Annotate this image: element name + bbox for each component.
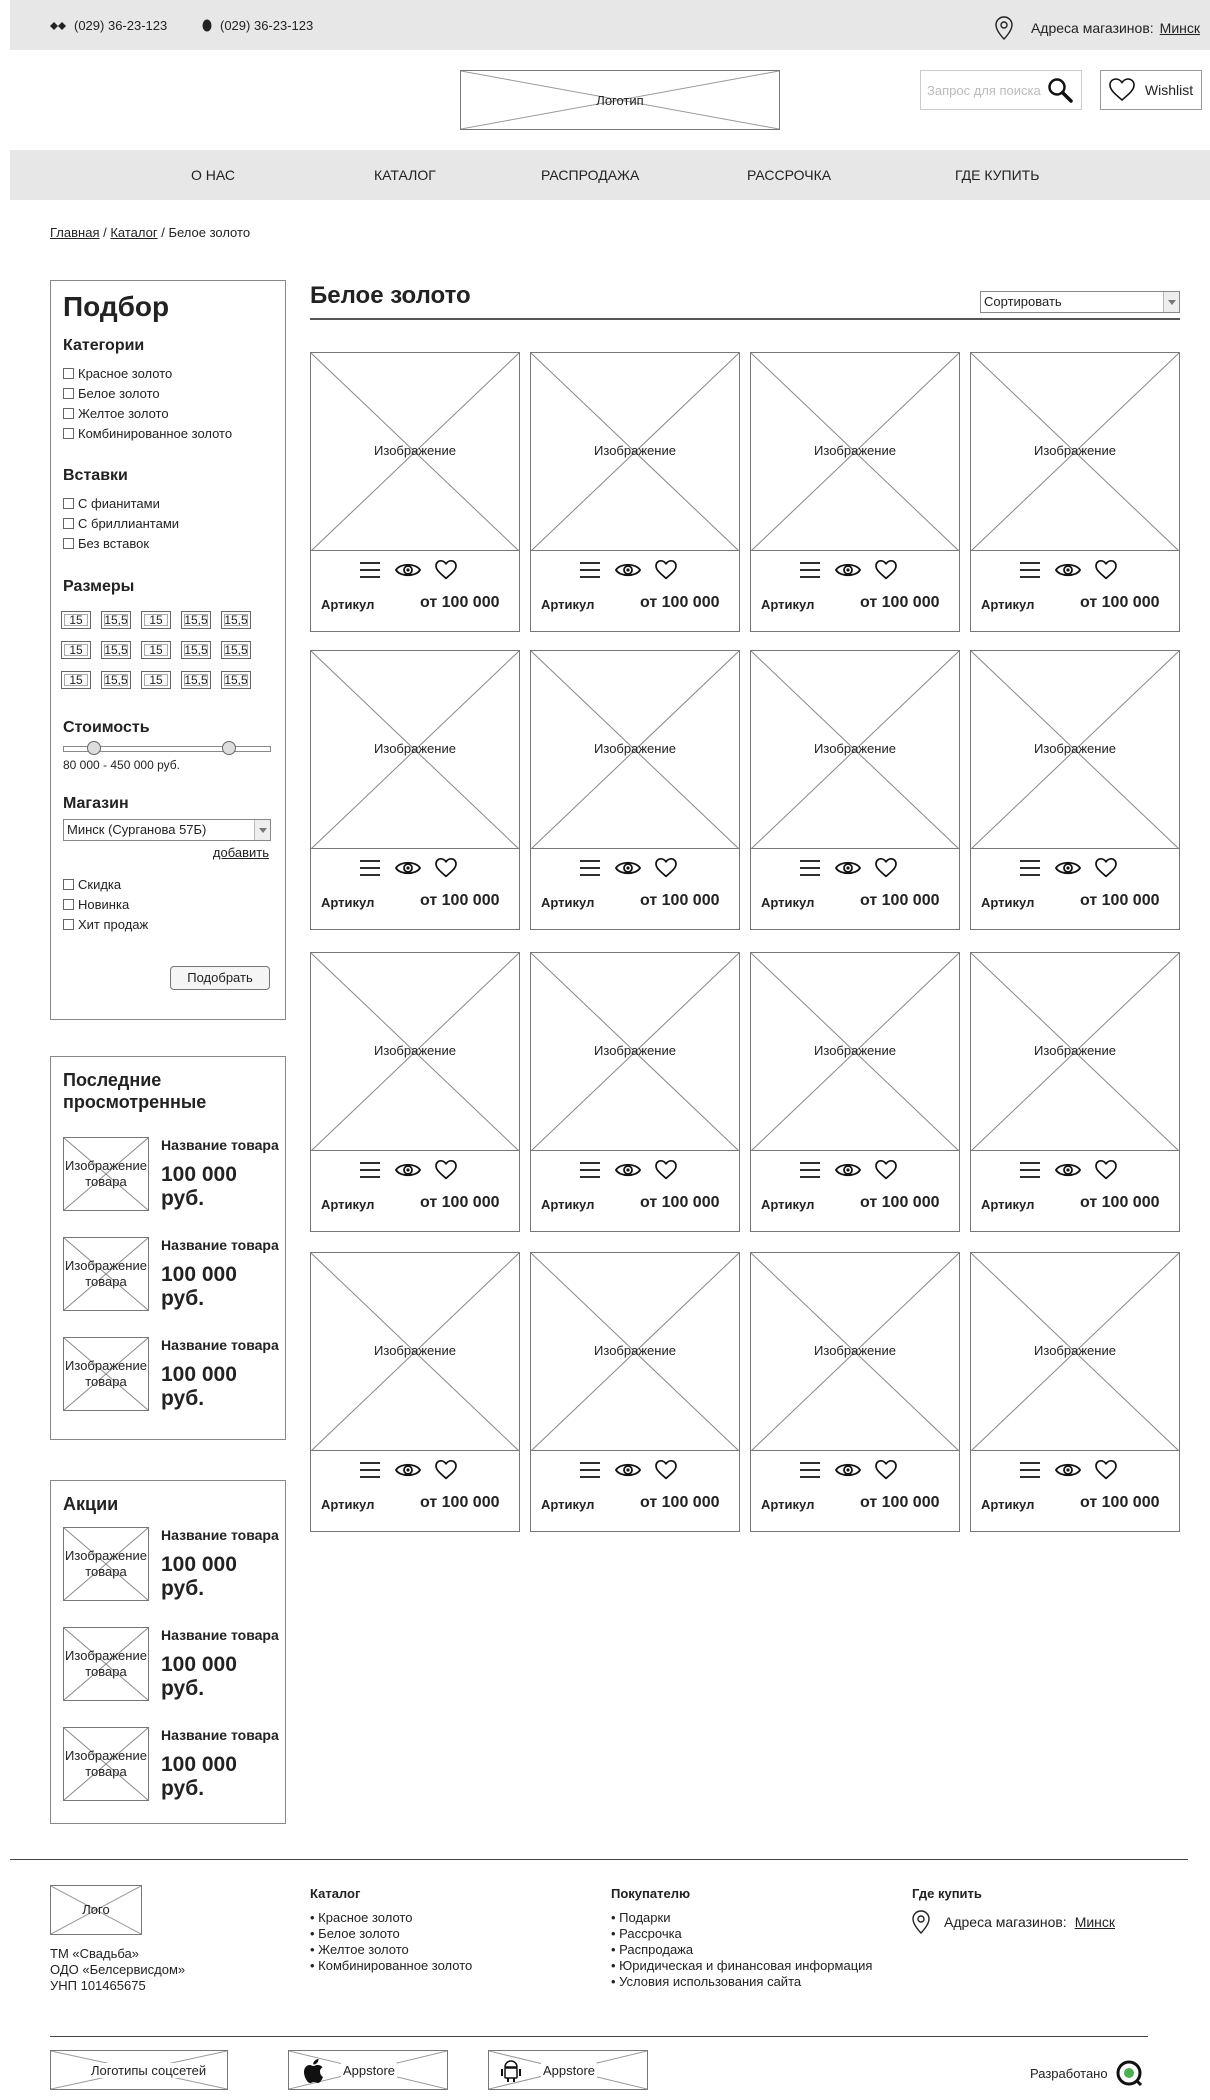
add-to-wishlist-heart-icon[interactable] xyxy=(1095,858,1117,878)
inserts-heading: Вставки xyxy=(63,467,128,484)
nav-item-installments[interactable]: РАССРОЧКА xyxy=(747,167,832,183)
product-actions xyxy=(359,560,457,580)
footer-buyer-list xyxy=(611,1910,872,1990)
product-card[interactable] xyxy=(310,352,520,632)
promos-panel xyxy=(50,1480,286,1824)
product-price: от 100 000 xyxy=(420,594,500,611)
product-actions xyxy=(359,1160,457,1180)
size-option[interactable]: 15,5 xyxy=(101,641,131,659)
price-min-handle[interactable] xyxy=(87,741,101,755)
size-option[interactable]: 15,5 xyxy=(221,641,251,659)
product-card[interactable] xyxy=(530,952,740,1232)
phone-velcom[interactable]: (029) 36-23-123 xyxy=(50,18,167,33)
product-price: от 100 000 xyxy=(1080,892,1160,909)
product-actions xyxy=(1019,1460,1117,1480)
size-option[interactable]: 15,5 xyxy=(101,671,131,689)
add-to-wishlist-heart-icon[interactable] xyxy=(435,1160,457,1180)
chevron-down-icon xyxy=(1163,292,1179,312)
add-to-wishlist-heart-icon[interactable] xyxy=(655,1460,677,1480)
product-card[interactable] xyxy=(970,352,1180,632)
product-card[interactable] xyxy=(530,352,740,632)
quick-view-eye-icon[interactable] xyxy=(395,859,421,877)
recently-viewed-panel xyxy=(50,1056,286,1440)
product-image[interactable]: Изображение xyxy=(971,651,1179,849)
quick-view-eye-icon[interactable] xyxy=(835,859,861,877)
product-image[interactable]: Изображение xyxy=(311,1253,519,1451)
product-card[interactable] xyxy=(970,1252,1180,1532)
quick-view-eye-icon[interactable] xyxy=(835,561,861,579)
add-to-wishlist-heart-icon[interactable] xyxy=(875,858,897,878)
product-price: 100 000 руб. xyxy=(161,1753,237,1800)
product-actions xyxy=(799,1160,897,1180)
footer-addresses: Адреса магазинов: Минск xyxy=(912,1910,1115,1934)
chevron-down-icon xyxy=(254,820,270,840)
size-option[interactable]: 15,5 xyxy=(181,641,211,659)
location-pin-icon xyxy=(912,1910,930,1934)
details-menu-icon[interactable] xyxy=(579,1161,601,1179)
quick-view-eye-icon[interactable] xyxy=(835,1461,861,1479)
add-to-wishlist-heart-icon[interactable] xyxy=(655,1160,677,1180)
footer-link[interactable]: • Белое золото xyxy=(310,1926,472,1942)
breadcrumb: Главная / Каталог / Белое золото xyxy=(50,225,251,240)
size-option[interactable]: 15 xyxy=(141,671,171,689)
product-thumbnail[interactable]: Изображение товара xyxy=(63,1727,149,1801)
price-heading: Стоимость xyxy=(63,719,150,736)
product-price: 100 000 руб. xyxy=(161,1553,237,1600)
footer-catalog-list xyxy=(310,1910,472,1974)
price-max-handle[interactable] xyxy=(222,741,236,755)
footer-link[interactable]: • Рассрочка xyxy=(611,1926,872,1942)
product-card[interactable] xyxy=(310,952,520,1232)
product-actions xyxy=(799,560,897,580)
product-card[interactable] xyxy=(310,1252,520,1532)
size-option[interactable]: 15 xyxy=(61,611,91,629)
quick-view-eye-icon[interactable] xyxy=(615,1461,641,1479)
product-article: Артикул xyxy=(541,597,595,612)
product-price: от 100 000 xyxy=(860,1194,940,1211)
size-option[interactable]: 15 xyxy=(141,641,171,659)
size-option[interactable]: 15 xyxy=(141,611,171,629)
product-price: от 100 000 xyxy=(420,892,500,909)
product-article: Артикул xyxy=(541,1197,595,1212)
flag-checkbox-hit[interactable]: Хит продаж xyxy=(63,917,148,932)
product-price: от 100 000 xyxy=(640,892,720,909)
product-actions xyxy=(1019,560,1117,580)
size-option[interactable]: 15,5 xyxy=(221,611,251,629)
add-to-wishlist-heart-icon[interactable] xyxy=(1095,560,1117,580)
product-name-link[interactable]: Название товара xyxy=(161,1237,279,1253)
product-thumbnail[interactable]: Изображение товара xyxy=(63,1137,149,1211)
nav-item-about[interactable]: О НАС xyxy=(191,167,236,183)
product-card[interactable] xyxy=(750,650,960,930)
product-article: Артикул xyxy=(761,597,815,612)
product-actions xyxy=(579,1460,677,1480)
title-divider xyxy=(310,318,1180,320)
product-actions xyxy=(799,1460,897,1480)
product-card[interactable] xyxy=(530,1252,740,1532)
add-to-wishlist-heart-icon[interactable] xyxy=(655,560,677,580)
flag-checkbox-sale[interactable]: Скидка xyxy=(63,877,121,892)
quick-view-eye-icon[interactable] xyxy=(1055,561,1081,579)
details-menu-icon[interactable] xyxy=(799,859,821,877)
product-price: от 100 000 xyxy=(860,1494,940,1511)
recently-viewed-title: Последние просмотренные xyxy=(63,1070,207,1112)
product-article: Артикул xyxy=(541,895,595,910)
location-pin-icon xyxy=(995,16,1013,40)
shop-addresses: Адреса магазинов: Минск xyxy=(995,16,1200,40)
product-image[interactable]: Изображение xyxy=(971,953,1179,1151)
size-option[interactable]: 15,5 xyxy=(221,671,251,689)
product-article: Артикул xyxy=(321,597,375,612)
product-price: от 100 000 xyxy=(860,594,940,611)
details-menu-icon[interactable] xyxy=(579,1461,601,1479)
product-image[interactable]: Изображение xyxy=(751,953,959,1151)
insert-checkbox[interactable]: С фианитами xyxy=(63,496,160,511)
product-actions xyxy=(579,858,677,878)
product-card[interactable] xyxy=(970,650,1180,930)
quick-view-eye-icon[interactable] xyxy=(395,1161,421,1179)
insert-checkbox[interactable]: С бриллиантами xyxy=(63,516,179,531)
android-store-button[interactable]: Appstore xyxy=(488,2050,648,2090)
product-price: от 100 000 xyxy=(640,1194,720,1211)
product-article: Артикул xyxy=(981,1197,1035,1212)
footer-city-link[interactable]: Минск xyxy=(1074,1914,1116,1930)
product-image[interactable]: Изображение xyxy=(751,651,959,849)
details-menu-icon[interactable] xyxy=(1019,561,1041,579)
add-to-wishlist-heart-icon[interactable] xyxy=(435,858,457,878)
shop-select[interactable]: Минск (Сурганова 57Б) xyxy=(63,819,271,841)
developer-logo-icon xyxy=(1116,2060,1142,2086)
product-card[interactable] xyxy=(970,952,1180,1232)
insert-checkbox[interactable]: Без вставок xyxy=(63,536,149,551)
product-card[interactable] xyxy=(750,352,960,632)
product-article: Артикул xyxy=(321,895,375,910)
product-thumbnail[interactable]: Изображение товара xyxy=(63,1337,149,1411)
product-image[interactable]: Изображение xyxy=(751,1253,959,1451)
footer-where-title: Где купить xyxy=(912,1886,982,1901)
search-input[interactable] xyxy=(927,79,1045,101)
heart-icon xyxy=(1109,78,1135,102)
wishlist-button[interactable]: Wishlist xyxy=(1100,70,1202,110)
product-card[interactable] xyxy=(750,952,960,1232)
add-to-wishlist-heart-icon[interactable] xyxy=(1095,1160,1117,1180)
categories-heading: Категории xyxy=(63,337,145,354)
nav-item-catalog[interactable]: КАТАЛОГ xyxy=(374,167,436,183)
product-article: Артикул xyxy=(321,1497,375,1512)
footer-link[interactable]: • Условия использования сайта xyxy=(611,1974,872,1990)
product-price: 100 000 руб. xyxy=(161,1263,237,1310)
product-name-link[interactable]: Название товара xyxy=(161,1337,279,1353)
product-article: Артикул xyxy=(761,895,815,910)
quick-view-eye-icon[interactable] xyxy=(395,1461,421,1479)
product-actions xyxy=(359,1460,457,1480)
city-link[interactable]: Минск xyxy=(1159,20,1200,36)
product-price: 100 000 руб. xyxy=(161,1653,237,1700)
product-name-link[interactable]: Название товара xyxy=(161,1627,279,1643)
footer-link[interactable]: • Комбинированное золото xyxy=(310,1958,472,1974)
add-to-wishlist-heart-icon[interactable] xyxy=(655,858,677,878)
product-name-link[interactable]: Название товара xyxy=(161,1137,279,1153)
product-image[interactable]: Изображение xyxy=(311,651,519,849)
product-image[interactable]: Изображение xyxy=(971,353,1179,551)
product-price: от 100 000 xyxy=(1080,1494,1160,1511)
details-menu-icon[interactable] xyxy=(799,1161,821,1179)
details-menu-icon[interactable] xyxy=(359,1461,381,1479)
sort-select[interactable]: Сортировать xyxy=(980,291,1180,313)
size-option[interactable]: 15,5 xyxy=(101,611,131,629)
details-menu-icon[interactable] xyxy=(1019,1461,1041,1479)
details-menu-icon[interactable] xyxy=(579,561,601,579)
product-image[interactable]: Изображение xyxy=(531,1253,739,1451)
details-menu-icon[interactable] xyxy=(579,859,601,877)
product-thumbnail[interactable]: Изображение товара xyxy=(63,1237,149,1311)
product-image[interactable]: Изображение xyxy=(311,953,519,1151)
quick-view-eye-icon[interactable] xyxy=(615,859,641,877)
add-to-wishlist-heart-icon[interactable] xyxy=(1095,1460,1117,1480)
appstore-button[interactable]: Appstore xyxy=(288,2050,448,2090)
product-card[interactable] xyxy=(530,650,740,930)
top-bar xyxy=(10,0,1210,50)
size-option[interactable]: 15 xyxy=(61,671,91,689)
product-name-link[interactable]: Название товара xyxy=(161,1727,279,1743)
add-to-wishlist-heart-icon[interactable] xyxy=(875,1460,897,1480)
size-option[interactable]: 15,5 xyxy=(181,611,211,629)
site-logo[interactable]: Логотип xyxy=(460,70,780,130)
footer-link[interactable]: • Юридическая и финансовая информация xyxy=(611,1958,872,1974)
breadcrumb-home[interactable]: Главная xyxy=(50,225,100,240)
details-menu-icon[interactable] xyxy=(359,859,381,877)
developed-by[interactable]: Разработано xyxy=(1030,2060,1142,2086)
footer-link[interactable]: • Подарки xyxy=(611,1910,872,1926)
social-logos[interactable]: Логотипы соцсетей xyxy=(50,2050,228,2090)
product-price: от 100 000 xyxy=(1080,594,1160,611)
apple-icon xyxy=(303,2058,325,2084)
shop-heading: Магазин xyxy=(63,795,129,812)
filter-title: Подбор xyxy=(63,291,170,322)
size-option[interactable]: 15,5 xyxy=(181,671,211,689)
filter-panel xyxy=(50,280,286,1020)
search-box xyxy=(920,70,1082,110)
product-image[interactable]: Изображение xyxy=(751,353,959,551)
add-to-wishlist-heart-icon[interactable] xyxy=(875,1160,897,1180)
footer-logo[interactable]: Лого xyxy=(50,1885,142,1935)
footer-link[interactable]: • Распродажа xyxy=(611,1942,872,1958)
product-article: Артикул xyxy=(321,1197,375,1212)
product-actions xyxy=(579,1160,677,1180)
product-actions xyxy=(579,560,677,580)
page-title: Белое золото xyxy=(310,282,471,309)
product-article: Артикул xyxy=(981,895,1035,910)
quick-view-eye-icon[interactable] xyxy=(1055,859,1081,877)
android-icon xyxy=(499,2058,523,2084)
quick-view-eye-icon[interactable] xyxy=(835,1161,861,1179)
apply-filter-button[interactable]: Подобрать xyxy=(170,966,270,990)
product-article: Артикул xyxy=(981,1497,1035,1512)
product-image[interactable]: Изображение xyxy=(971,1253,1179,1451)
add-to-wishlist-heart-icon[interactable] xyxy=(435,560,457,580)
product-image[interactable]: Изображение xyxy=(531,651,739,849)
product-price: от 100 000 xyxy=(640,1494,720,1511)
product-price: от 100 000 xyxy=(640,594,720,611)
category-checkbox[interactable]: Красное золото xyxy=(63,366,172,381)
details-menu-icon[interactable] xyxy=(1019,859,1041,877)
category-checkbox[interactable]: Желтое золото xyxy=(63,406,169,421)
footer-link[interactable]: • Желтое золото xyxy=(310,1942,472,1958)
company-info: ТМ «Свадьба» ОДО «Белсервисдом» УНП 101465675 xyxy=(50,1946,186,1993)
footer-divider xyxy=(10,1859,1188,1860)
product-thumbnail[interactable]: Изображение товара xyxy=(63,1627,149,1701)
product-price: 100 000 руб. xyxy=(161,1163,237,1210)
sizes-heading: Размеры xyxy=(63,578,135,595)
details-menu-icon[interactable] xyxy=(799,1461,821,1479)
velcom-icon xyxy=(50,20,66,32)
details-menu-icon[interactable] xyxy=(359,561,381,579)
add-to-wishlist-heart-icon[interactable] xyxy=(875,560,897,580)
product-article: Артикул xyxy=(981,597,1035,612)
details-menu-icon[interactable] xyxy=(359,1161,381,1179)
product-actions xyxy=(799,858,897,878)
category-checkbox[interactable]: Белое золото xyxy=(63,386,160,401)
product-price: от 100 000 xyxy=(860,892,940,909)
product-actions xyxy=(359,858,457,878)
footer-bottom-divider xyxy=(50,2036,1148,2037)
quick-view-eye-icon[interactable] xyxy=(615,1161,641,1179)
product-actions xyxy=(1019,1160,1117,1180)
price-range-text: 80 000 - 450 000 руб. xyxy=(63,758,180,772)
product-article: Артикул xyxy=(761,1197,815,1212)
quick-view-eye-icon[interactable] xyxy=(395,561,421,579)
product-article: Артикул xyxy=(541,1497,595,1512)
flag-checkbox-new[interactable]: Новинка xyxy=(63,897,129,912)
size-option[interactable]: 15 xyxy=(61,641,91,659)
details-menu-icon[interactable] xyxy=(1019,1161,1041,1179)
product-image[interactable]: Изображение xyxy=(311,353,519,551)
breadcrumb-current: Белое золото xyxy=(168,225,251,240)
product-price: от 100 000 xyxy=(1080,1194,1160,1211)
product-price: от 100 000 xyxy=(420,1494,500,1511)
category-checkbox[interactable]: Комбинированное золото xyxy=(63,426,232,441)
product-image[interactable]: Изображение xyxy=(531,953,739,1151)
mts-icon xyxy=(202,19,212,32)
product-image[interactable]: Изображение xyxy=(531,353,739,551)
footer-buyer-title: Покупателю xyxy=(611,1886,691,1901)
footer-link[interactable]: • Красное золото xyxy=(310,1910,472,1926)
details-menu-icon[interactable] xyxy=(799,561,821,579)
footer-catalog-title: Каталог xyxy=(310,1886,361,1901)
quick-view-eye-icon[interactable] xyxy=(1055,1161,1081,1179)
search-icon[interactable] xyxy=(1047,77,1073,103)
product-actions xyxy=(1019,858,1117,878)
product-price: от 100 000 xyxy=(420,1194,500,1211)
nav-item-sale[interactable]: РАСПРОДАЖА xyxy=(541,167,640,183)
product-card[interactable] xyxy=(750,1252,960,1532)
main-nav xyxy=(10,150,1210,200)
promos-title: Акции xyxy=(63,1494,119,1514)
product-article: Артикул xyxy=(761,1497,815,1512)
product-thumbnail[interactable]: Изображение товара xyxy=(63,1527,149,1601)
product-price: 100 000 руб. xyxy=(161,1363,237,1410)
product-card[interactable] xyxy=(310,650,520,930)
quick-view-eye-icon[interactable] xyxy=(615,561,641,579)
add-to-wishlist-heart-icon[interactable] xyxy=(435,1460,457,1480)
product-name-link[interactable]: Название товара xyxy=(161,1527,279,1543)
phone-mts[interactable]: (029) 36-23-123 xyxy=(202,18,313,33)
add-shop-link[interactable]: добавить xyxy=(212,845,269,860)
breadcrumb-catalog[interactable]: Каталог xyxy=(110,225,158,240)
nav-item-where-to-buy[interactable]: ГДЕ КУПИТЬ xyxy=(955,167,1040,183)
quick-view-eye-icon[interactable] xyxy=(1055,1461,1081,1479)
